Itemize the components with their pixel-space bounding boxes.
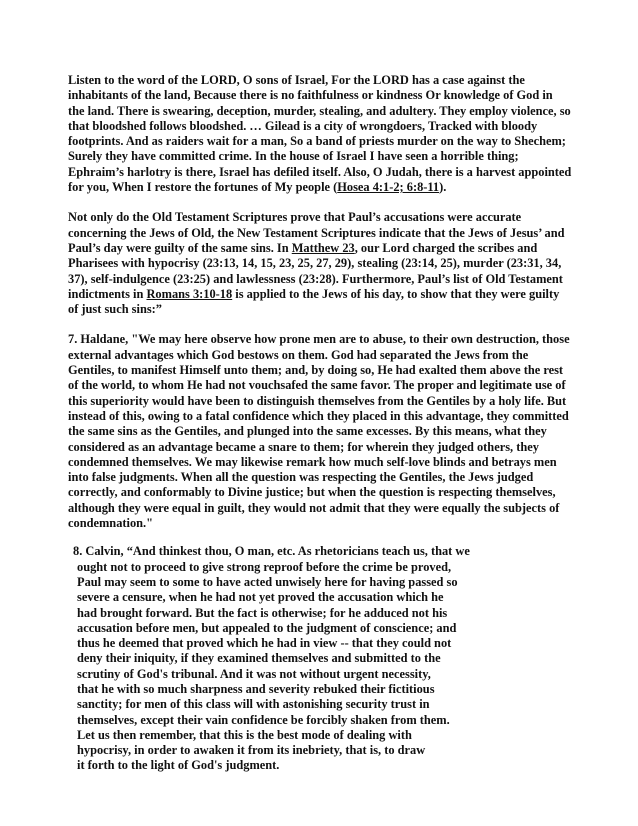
calvin-line: themselves, except their vain confidence be forcibly shaken from them.	[77, 712, 450, 727]
calvin-line: severe a censure, when he had not yet proved the accusation which he	[77, 590, 444, 605]
calvin-line: Paul may seem to some to have acted unwisely here for having passed so	[77, 574, 458, 589]
calvin-paragraph	[68, 544, 572, 773]
calvin-line: 8. Calvin, “And thinkest thou, O man, etc. As rhetoricians teach us, that we	[73, 544, 470, 559]
nt-text-a: Not only do the Old Testament Scriptures prove that Paul’s accusations were accurate concerning the Jews of Old, the New Testament Scriptures indicate that the Jews of Jesus’ and Paul’s day were guilty of the same sins. In	[68, 210, 565, 255]
hosea-quote-end: ).	[439, 180, 447, 195]
calvin-line: ought not to proceed to give strong reproof before the crime be proved,	[77, 559, 452, 574]
calvin-line: accusation before men, but appealed to the judgment of conscience; and	[77, 620, 457, 635]
calvin-line: Let us then remember, that this is the best mode of dealing with	[77, 727, 412, 742]
nt-text-c: is applied to the Jews of his day, to show that they were guilty of just such sins:”	[68, 286, 560, 317]
calvin-line: had brought forward. But the fact is otherwise; for he adduced not his	[77, 605, 448, 620]
hosea-quote-paragraph	[68, 73, 572, 195]
calvin-line: it forth to the light of God's judgment.	[77, 758, 280, 773]
nt-text-b: , our Lord charged the scribes and Pharisees with hypocrisy (23:13, 14, 15, 23, 25, 27, 29), stealing (23:14, 25), murder (23:31, 34, 37), self-indulgence (23:25) and lawlessness (23:28). Furthermore, Paul’s list of Old Testament indictments in	[68, 240, 563, 301]
hosea-reference-link[interactable]: Hosea 4:1-2; 6:8-11	[337, 180, 440, 195]
document-page	[68, 73, 572, 774]
calvin-line: deny their iniquity, if they examined themselves and submitted to the	[77, 651, 441, 666]
hosea-quote-text: Listen to the word of the LORD, O sons of Israel, For the LORD has a case against the inhabitants of the land, Because there is no faithfulness or kindness Or knowledge of God in the land. There is swearing, deception, murder, stealing, and adultery. They employ violence, so that bloodshed follows bloodshed. … Gilead is a city of wrongdoers, Tracked with bloody footprints. And as raiders wait for a man, So a band of priests murder on the way to Shechem; Surely they have committed crime. In the house of Israel I have seen a horrible thing; Ephraim’s harlotry is there, Israel has defiled itself. Also, O Judah, there is a harvest appointed for you, When I restore the fortunes of My people (	[68, 73, 572, 195]
calvin-line: sanctity; for men of this class will with astonishing security trust in	[77, 697, 430, 712]
romans-reference-link[interactable]: Romans 3:10-18	[146, 286, 233, 301]
calvin-line: scrutiny of God's tribunal. And it was not without urgent necessity,	[77, 666, 431, 681]
haldane-paragraph: 7. Haldane, "We may here observe how prone men are to abuse, to their own destruction, those external advantages which God bestows on them. God had separated the Jews from the Gentiles, to manifest Himself unto them; and, by doing so, He had exalted them above the rest of the world, to whom He had not vouchsafed the same favor. The proper and legitimate use of this superiority would have been to distinguish themselves from the Gentiles by a holy life. But instead of this, owing to a fatal confidence which they placed in this advantage, they committed the same sins as the Gentiles, and plunged into the same excesses. By this means, what they considered as an advantage became a snare to them; for wherein they judged others, they condemned themselves. We may likewise remark how much self-love blinds and betrays men into false judgments. When all the question was respecting the Gentiles, the Jews judged correctly, and conformably to Divine justice; but when the question is respecting themselves, although they were equal in guilt, they would not admit that they were equally the subjects of condemnation."	[68, 332, 570, 531]
calvin-line: hypocrisy, in order to awaken it from its inebriety, that is, to draw	[77, 743, 426, 758]
calvin-line: thus he deemed that proved which he had in view -- that they could not	[77, 636, 452, 651]
new-testament-paragraph	[68, 210, 572, 317]
matthew-reference-link[interactable]: Matthew 23	[291, 240, 355, 255]
calvin-line: that he with so much sharpness and severity rebuked their fictitious	[77, 681, 435, 696]
